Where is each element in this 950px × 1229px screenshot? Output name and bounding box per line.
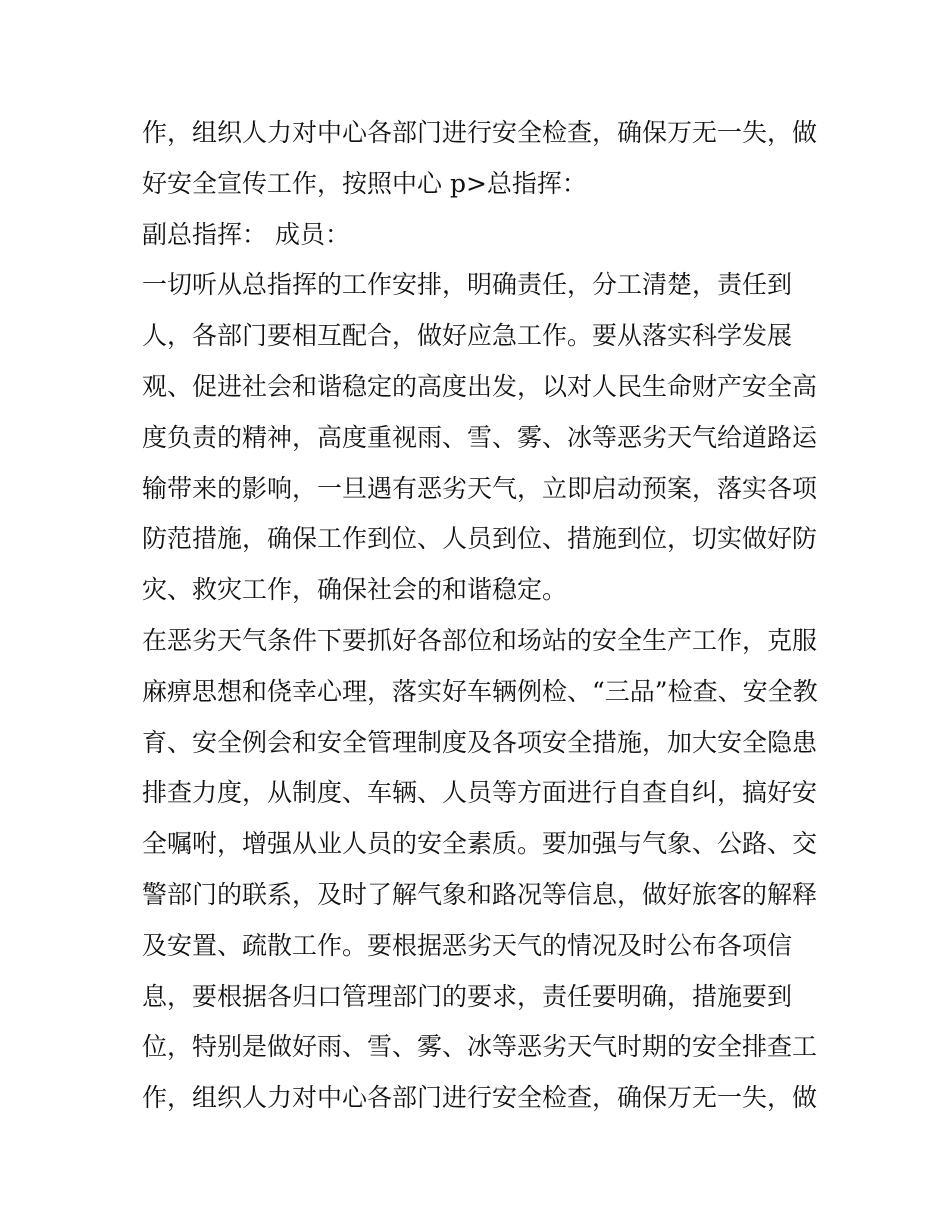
text-line: 作，组织人力对中心各部门进行安全检查，确保万无一失，做 (142, 1083, 818, 1113)
text-line: 作，组织人力对中心各部门进行安全检查，确保万无一失，做 (142, 118, 818, 147)
text-line: 在恶劣天气条件下要抓好各部位和场站的安全生产工作，克服 (142, 625, 818, 655)
text-line: 灾、救灾工作，确保社会的和谐稳定。 (142, 575, 568, 605)
text-line: 位，特别是做好雨、雪、雾、冰等恶劣天气时期的安全排查工 (142, 1032, 818, 1062)
text-line: 副总指挥： 成员： (142, 219, 350, 249)
text-line: 息，要根据各归口管理部门的要求，责任要明确，措施要到 (142, 981, 793, 1011)
text-line: 麻痹思想和侥幸心理，落实好车辆例检、“三品”检查、安全教 (142, 676, 818, 706)
text-line: 育、安全例会和安全管理制度及各项安全措施，加大安全隐患 (142, 727, 818, 757)
text-line: 输带来的影响，一旦遇有恶劣天气，立即启动预案，落实各项 (142, 473, 818, 503)
text-line: 及安置、疏散工作。要根据恶劣天气的情况及时公布各项信 (142, 930, 793, 960)
text-line: 一切听从总指挥的工作安排，明确责任，分工清楚，责任到 (142, 270, 793, 300)
text-line: 观、促进社会和谐稳定的高度出发，以对人民生命财产安全高 (142, 371, 818, 401)
text-line: 全嘱咐，增强从业人员的安全素质。要加强与气象、公路、交 (142, 829, 818, 859)
text-line: 度负责的精神，高度重视雨、雪、雾、冰等恶劣天气给道路运 (142, 422, 818, 452)
text-line: 警部门的联系，及时了解气象和路况等信息，做好旅客的解释 (142, 879, 818, 909)
text-line: 好安全宣传工作，按照中心 p>总指挥： (142, 168, 587, 198)
text-line: 防范措施，确保工作到位、人员到位、措施到位，切实做好防 (142, 524, 818, 554)
text-line: 排查力度，从制度、车辆、人员等方面进行自查自纠，搞好安 (142, 778, 818, 808)
document-body (142, 108, 822, 1124)
text-line: 人，各部门要相互配合，做好应急工作。要从落实科学发展 (142, 321, 793, 351)
